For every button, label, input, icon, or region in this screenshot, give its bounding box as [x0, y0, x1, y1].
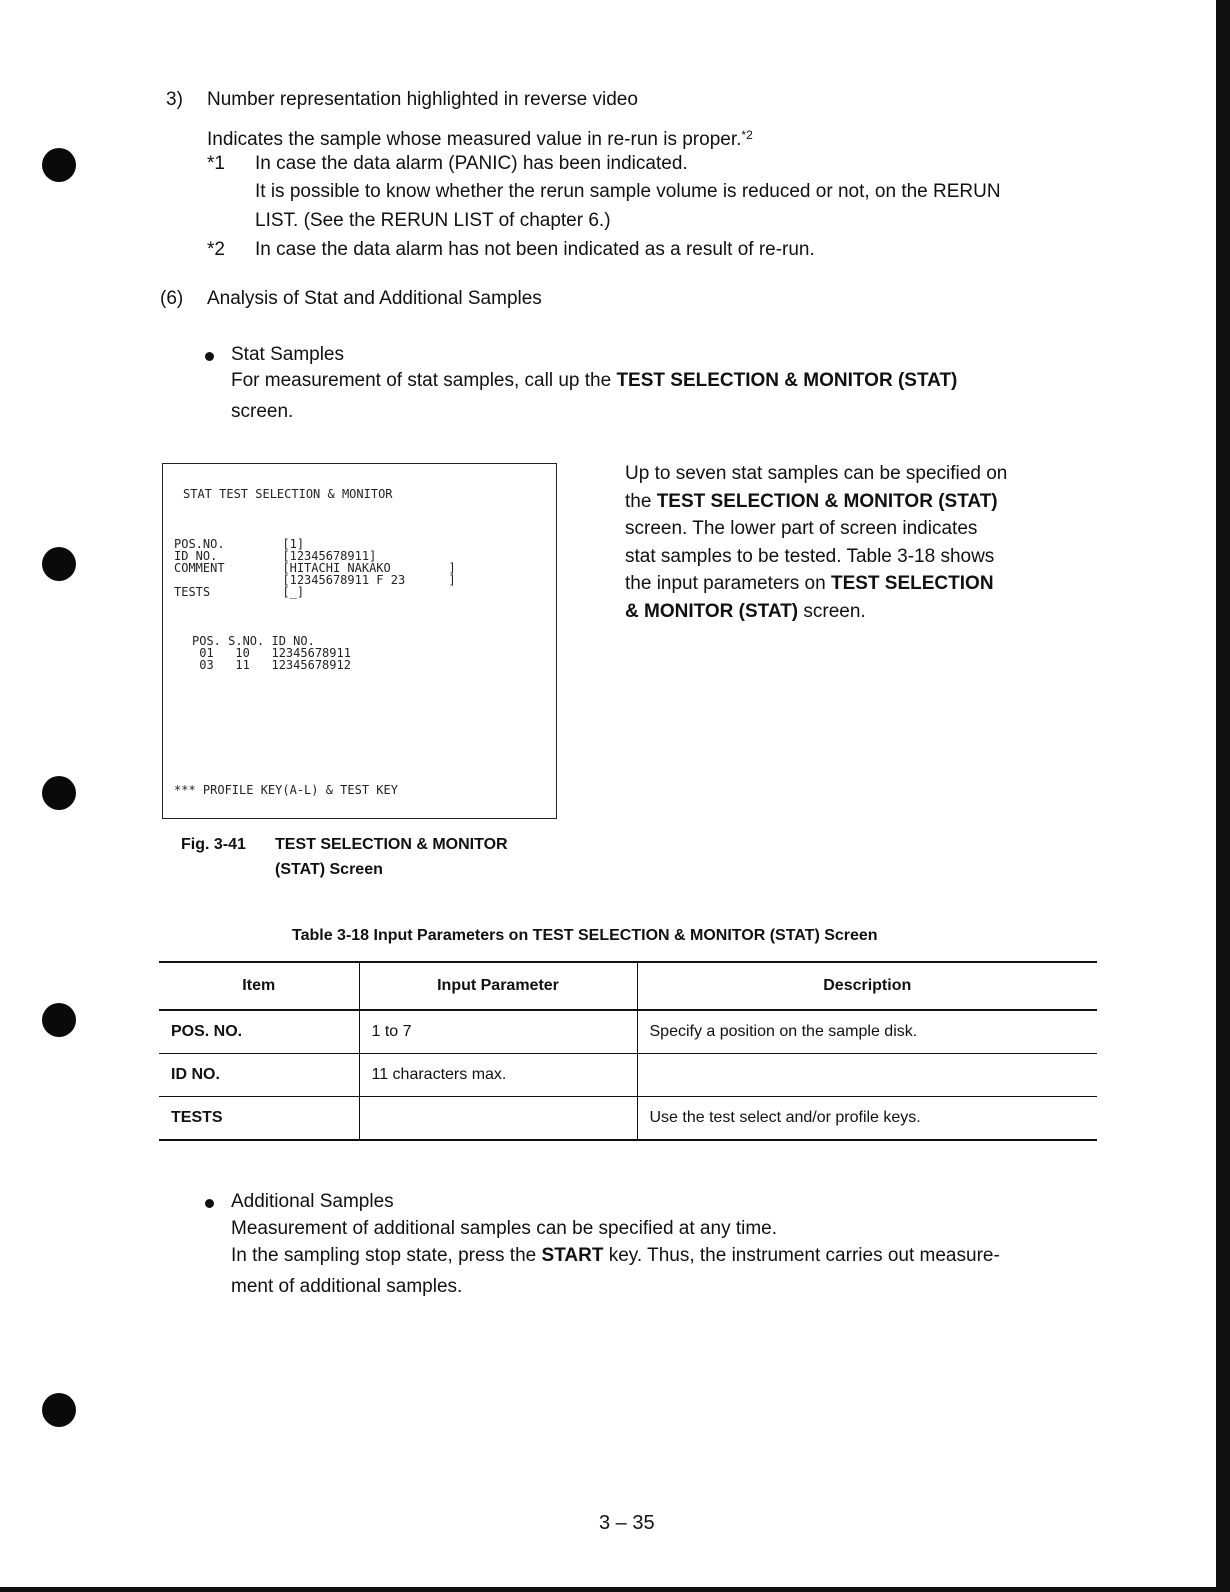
- additional-samples-title: Additional Samples: [231, 1191, 394, 1212]
- table-cell: Specify a position on the sample disk.: [637, 1010, 1097, 1054]
- page-number: 3 – 35: [599, 1512, 655, 1534]
- binder-hole: [42, 1393, 76, 1427]
- description-line: Up to seven stat samples can be specified on: [625, 463, 1008, 484]
- binder-hole: [42, 776, 76, 810]
- screen-sample-list: POS. S.NO. ID NO. 01 10 12345678911 03 11 12345678912: [192, 634, 351, 672]
- column-header-description: Description: [637, 962, 1097, 1010]
- table-cell: POS. NO.: [159, 1010, 359, 1054]
- figure-caption: (STAT) Screen: [275, 861, 383, 878]
- figure-label: Fig. 3-41: [181, 836, 246, 853]
- note-2-line: In case the data alarm has not been indicated as a result of re-run.: [255, 239, 815, 260]
- screen-fields: POS.NO. [1] ID NO. [12345678911] COMMENT [HITACHI NAKAKO ] [12345678911 F 23 ] TESTS [_]: [174, 537, 456, 599]
- column-header-input-parameter: Input Parameter: [359, 962, 637, 1010]
- table-row: [159, 1097, 1097, 1141]
- description-line: the TEST SELECTION & MONITOR (STAT): [625, 490, 998, 512]
- description-line: & MONITOR (STAT) screen.: [625, 600, 866, 622]
- additional-samples-line: Measurement of additional samples can be specified at any time.: [231, 1218, 778, 1239]
- section-6-heading: Analysis of Stat and Additional Samples: [207, 288, 542, 309]
- description-line: stat samples to be tested. Table 3-18 shows: [625, 545, 995, 567]
- page-edge-bottom: [0, 1587, 1230, 1592]
- screen-description: [625, 460, 1065, 625]
- table-caption: Table 3-18 Input Parameters on TEST SELECTION & MONITOR (STAT) Screen: [292, 927, 878, 944]
- description-line: screen. The lower part of screen indicates: [625, 518, 978, 539]
- item-3-description: Indicates the sample whose measured value in re-run is proper.$^{*2}$: [207, 128, 753, 150]
- table-cell: 1 to 7: [359, 1010, 637, 1054]
- binder-hole: [42, 148, 76, 182]
- table-cell: [637, 1054, 1097, 1097]
- table-cell: Use the test select and/or profile keys.: [649, 1109, 921, 1126]
- input-parameters-table: [159, 961, 1097, 1141]
- bullet-icon: [205, 352, 214, 361]
- note-1-line: In case the data alarm (PANIC) has been indicated.: [255, 153, 688, 174]
- description-line: the input parameters on TEST SELECTION: [625, 573, 994, 594]
- stat-monitor-screen-figure: [162, 463, 557, 819]
- note-1-mark: *1: [207, 153, 225, 174]
- footnote-ref-2: *2: [741, 128, 753, 142]
- screen-title: STAT TEST SELECTION & MONITOR: [183, 487, 393, 501]
- note-1-line: It is possible to know whether the rerun sample volume is reduced or not, on the RERUN: [255, 181, 1001, 202]
- item-3-heading: Number representation highlighted in reverse video: [207, 89, 638, 110]
- screen-footer: *** PROFILE KEY(A-L) & TEST KEY: [174, 783, 398, 797]
- table-cell: ID NO.: [159, 1054, 359, 1097]
- page-edge-right: [1216, 0, 1230, 1592]
- item-3-number: 3): [166, 89, 183, 110]
- bullet-icon: [205, 1199, 214, 1208]
- stat-samples-line: For measurement of stat samples, call up the TEST SELECTION & MONITOR (STAT): [231, 370, 958, 391]
- table-row: [159, 1010, 1097, 1054]
- stat-samples-line: screen.: [231, 401, 294, 422]
- table-cell: [359, 1097, 637, 1141]
- section-6-number: (6): [160, 288, 184, 309]
- table-row: [159, 1054, 1097, 1097]
- table-cell: TESTS: [159, 1097, 359, 1141]
- figure-caption: TEST SELECTION & MONITOR: [275, 836, 508, 853]
- table-cell: 11 characters max.: [359, 1054, 637, 1097]
- additional-samples-line: ment of additional samples.: [231, 1276, 463, 1297]
- additional-samples-line: In the sampling stop state, press the START key. Thus, the instrument carries out measure-: [231, 1245, 1000, 1266]
- column-header-item: Item: [159, 962, 359, 1010]
- note-1-line: LIST. (See the RERUN LIST of chapter 6.): [255, 210, 611, 231]
- table-header-row: [159, 962, 1097, 1010]
- binder-hole: [42, 1003, 76, 1037]
- binder-hole: [42, 547, 76, 581]
- stat-samples-title: Stat Samples: [231, 344, 344, 365]
- note-2-mark: *2: [207, 239, 225, 260]
